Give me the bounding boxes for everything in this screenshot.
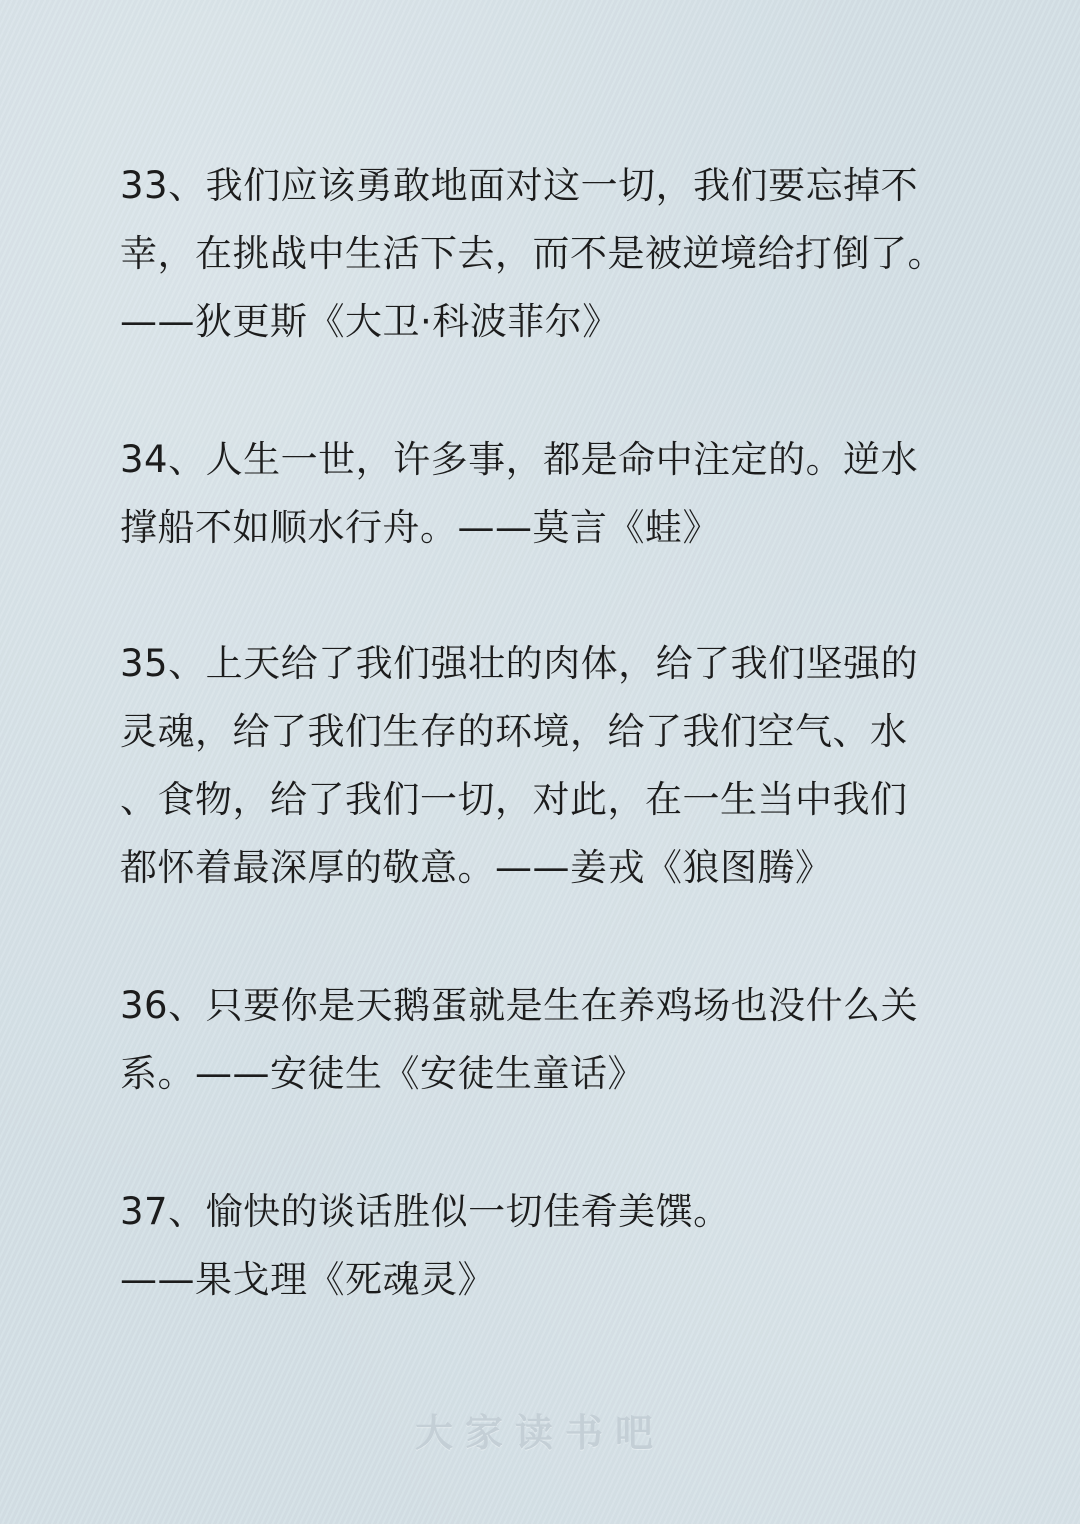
quote-attribution: ——果戈理《死魂灵》 <box>120 1258 495 1301</box>
quote-line: 幸，在挑战中生活下去，而不是被逆境给打倒了。 <box>120 232 945 275</box>
quote-33 <box>120 152 980 356</box>
quote-37 <box>120 1178 980 1314</box>
quote-attribution: ——狄更斯《大卫·科波菲尔》 <box>120 300 620 343</box>
quote-35 <box>120 630 980 902</box>
quote-line: 撑船不如顺水行舟。——莫言《蛙》 <box>120 506 720 549</box>
quote-line: 34、人生一世，许多事，都是命中注定的。逆水 <box>120 438 919 481</box>
quote-line: 36、只要你是天鹅蛋就是生在养鸡场也没什么关 <box>120 984 919 1027</box>
quote-line: 35、上天给了我们强壮的肉体，给了我们坚强的 <box>120 642 919 685</box>
quote-line: 33、我们应该勇敢地面对这一切，我们要忘掉不 <box>120 164 919 207</box>
quote-36 <box>120 972 980 1108</box>
quote-line: 、食物，给了我们一切，对此，在一生当中我们 <box>120 778 908 821</box>
quote-line: 系。——安徒生《安徒生童话》 <box>120 1052 645 1095</box>
quote-line: 37、愉快的谈话胜似一切佳肴美馔。 <box>120 1190 731 1233</box>
watermark-text: 大家读书吧 <box>414 1411 665 1455</box>
quote-line: 都怀着最深厚的敬意。——姜戎《狼图腾》 <box>120 846 833 889</box>
quote-34 <box>120 426 980 562</box>
quote-line: 灵魂，给了我们生存的环境，给了我们空气、水 <box>120 710 908 753</box>
